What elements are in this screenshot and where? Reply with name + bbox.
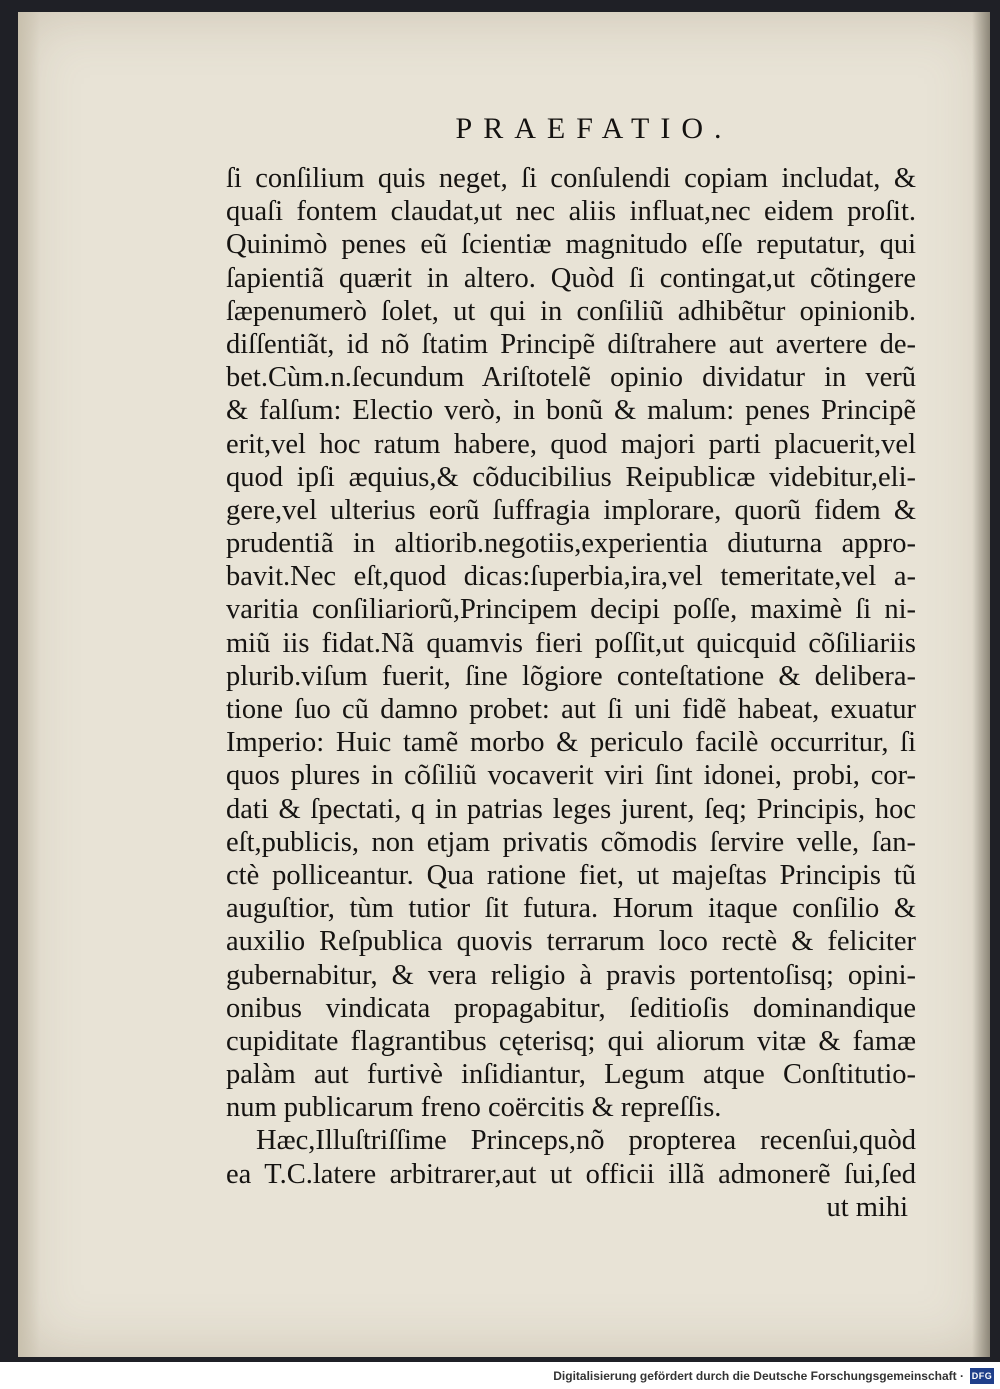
running-head: PRAEFATIO. — [455, 112, 733, 145]
text-line: & falſum: Electio verò, in bonũ & malum: penes Principẽ — [226, 395, 916, 427]
page-gutter-shadow — [18, 12, 40, 1357]
text-line: auguſtior, tùm tutior ſit futura. Horum itaque conſilio & — [226, 893, 916, 925]
text-line: cupiditate flagrantibus cęterisq; qui aliorum vitæ & famæ — [226, 1025, 916, 1057]
text-line: Imperio: Huic tamẽ morbo & periculo facilè occurritur, ſi — [226, 727, 916, 759]
footer-credit-text: Digitalisierung gefördert durch die Deutsche Forschungsgemeinschaft — [553, 1368, 957, 1383]
text-line: miũ iis fidat.Nã quamvis fieri poſſit,ut quicquid cõſiliariis — [226, 627, 916, 659]
text-line: Hæc,Illuſtriſſime Princeps,nõ propterea recenſui,quòd — [256, 1125, 916, 1157]
text-line: ſapientiã quærit in altero. Quòd ſi contingat,ut cõtingere — [226, 262, 916, 294]
text-line: bet.Cùm.n.ſecundum Ariſtotelẽ opinio dividatur in verũ — [226, 362, 916, 394]
text-line: ctè polliceantur. Qua ratione fiet, ut majeſtas Principis tũ — [226, 859, 916, 891]
text-line: Quinimò penes eũ ſcientiæ magnitudo eſſe reputatur, qui — [226, 229, 916, 261]
book-page — [18, 12, 990, 1357]
body-text — [226, 162, 916, 1224]
text-line: palàm aut furtivè inſidiantur, Legum atque Conſtitutio- — [226, 1059, 916, 1091]
digitization-footer — [0, 1362, 1000, 1389]
page-edge-shadow — [972, 12, 990, 1357]
text-line: tione ſuo cũ damno probet: aut ſi uni fidẽ habeat, exuatur — [226, 694, 916, 725]
text-line: plurib.viſum fuerit, ſine lõgiore conteſtatione & delibera- — [226, 660, 916, 692]
text-line: auxilio Reſpublica quovis terrarum loco rectè & feliciter — [226, 926, 916, 958]
text-line: quaſi fontem claudat,ut nec aliis influat,nec eidem proſit. — [226, 196, 916, 228]
text-line: erit,vel hoc ratum habere, quod majori parti placuerit,vel — [226, 428, 916, 460]
footer-separator: · — [960, 1368, 964, 1383]
text-line: quod ipſi æquius,& cõducibilius Reipublicæ videbitur,eli- — [226, 461, 916, 493]
dfg-logo-icon: DFG — [970, 1368, 994, 1384]
text-line: quos plures in cõſiliũ vocaverit viri ſint idonei, probi, cor- — [226, 760, 916, 792]
text-line: ea T.C.latere arbitrarer,aut ut officii illã admonerẽ ſui,ſed — [226, 1158, 916, 1190]
text-line: gere,vel ulterius eorũ ſuffragia implorare, quorũ fidem & — [226, 494, 916, 526]
text-line: ſæpenumerò ſolet, ut qui in conſiliũ adhibẽtur opinionib. — [226, 295, 916, 327]
text-line: varitia conſiliariorũ,Principem decipi poſſe, maximè ſi ni- — [226, 594, 916, 626]
text-line: bavit.Nec eſt,quod dicas:ſuperbia,ira,vel temeritate,vel a- — [226, 561, 916, 593]
catchword: ut mihi — [826, 1191, 908, 1223]
text-line: dati & ſpectati, q in patrias leges jurent, ſeq; Principis, hoc — [226, 793, 916, 825]
text-line: prudentiã in altiorib.negotiis,experientia diuturna appro- — [226, 528, 916, 560]
text-line: eſt,publicis, non etjam privatis cõmodis ſervire velle, ſan- — [226, 826, 916, 858]
text-line: num publicarum freno coërcitis & repreſſis. — [226, 1092, 722, 1124]
text-line: onibus vindicata propagabitur, ſeditioſis dominandique — [226, 992, 916, 1024]
text-line: diſſentiãt, id nõ ſtatim Principẽ diſtrahere aut avertere de- — [226, 328, 916, 360]
text-line: gubernabitur, & vera religio à pravis portentoſisq; opini- — [226, 959, 916, 991]
footer-credit — [553, 1369, 964, 1383]
text-line: ſi conſilium quis neget, ſi conſulendi copiam includat, & — [226, 163, 916, 194]
